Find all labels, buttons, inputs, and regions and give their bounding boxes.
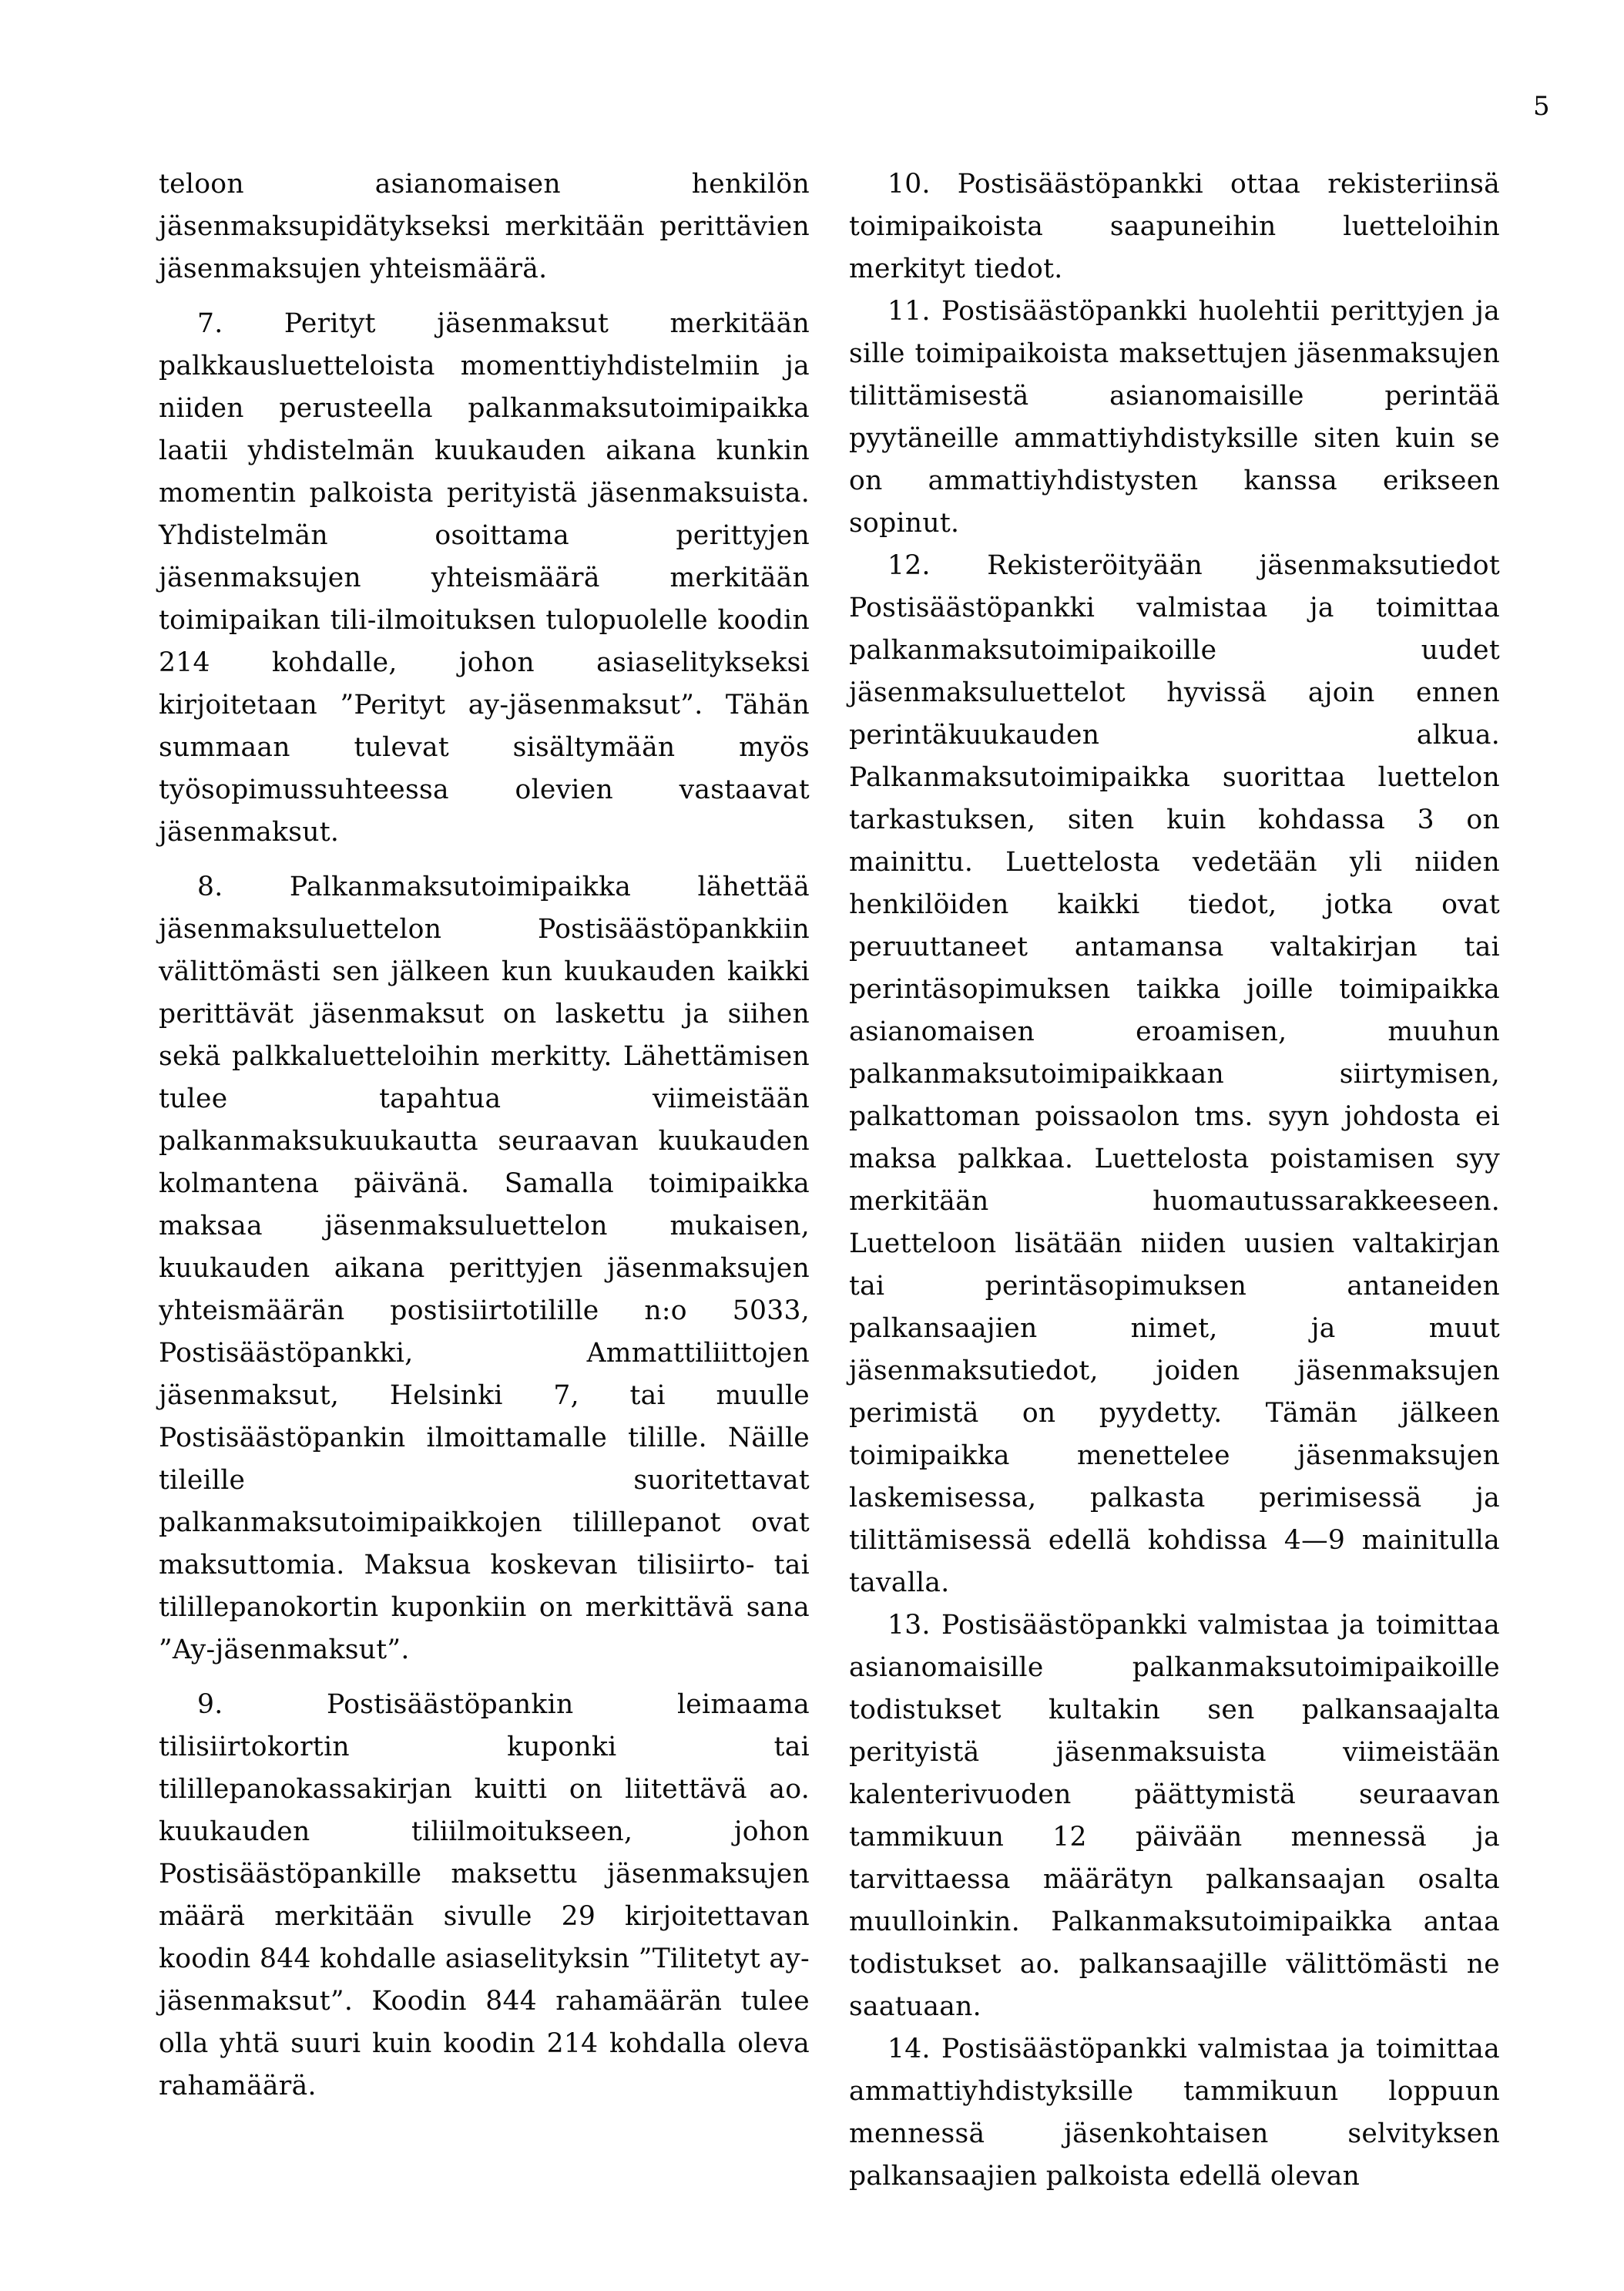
paragraph-10: 10. Postisäästöpankki ottaa rekisteriinsä toimipaikoista saapuneihin luetteloihin merkityt tiedot. — [849, 169, 1500, 284]
left-column — [159, 163, 810, 2108]
paragraph-11: 11. Postisäästöpankki huolehtii perittyjen ja sille toimipaikoista maksettujen jäsenmaksujen tilittämisestä asianomaisille perintää pyytäneille ammattiyhdistyksille siten kuin se on ammattiyhdistysten kanssa erikseen sopinut. — [849, 296, 1500, 539]
paragraph-continuation: teloon asianomaisen henkilön jäsenmaksupidätykseksi merkitään perittävien jäsenmaksujen yhteismäärä. — [159, 169, 810, 284]
paragraph-12: 12. Rekisteröityään jäsenmaksutiedot Postisäästöpankki valmistaa ja toimittaa palkanmaksutoimipaikoille uudet jäsenmaksuluettelot hyvissä ajoin ennen perintäkuukauden alkua. Palkanmaksutoimipaikka suorittaa luettelon tarkastuksen, siten kuin kohdassa 3 on mainittu. Luettelosta vedetään yli niiden henkilöiden kaikki tiedot, jotka ovat peruuttaneet antamansa valtakirjan tai perintäsopimuksen taikka joille toimipaikka asianomaisen eroamisen, muuhun palkanmaksutoimipaikkaan siirtymisen, palkattoman poissaolon tms. syyn johdosta ei maksa palkkaa. Luettelosta poistamisen syy merkitään huomautussarakkeeseen. Luetteloon lisätään niiden uusien valtakirjan tai perintäsopimuksen antaneiden palkansaajien nimet, ja muut jäsenmaksutiedot, joiden jäsenmaksujen perimistä on pyydetty. Tämän jälkeen toimipaikka menettelee jäsenmaksujen laskemisessa, palkasta perimisessä ja tilittämisessä edellä kohdissa 4—9 mainitulla tavalla. — [849, 550, 1500, 1598]
page-number: 5 — [1533, 91, 1550, 122]
paragraph-7: 7. Perityt jäsenmaksut merkitään palkkausluetteloista momenttiyhdistelmiin ja niiden perusteella palkanmaksutoimipaikka laatii yhdistelmän kuukauden aikana kunkin momentin palkoista perityistä jäsenmaksuista. Yhdistelmän osoittama perittyjen jäsenmaksujen yhteismäärä merkitään toimipaikan tili-ilmoituksen tulopuolelle koodin 214 kohdalle, johon asiaselitykseksi kirjoitetaan ”Perityt ay-jäsenmaksut”. Tähän summaan tulevat sisältymään myös työsopimussuhteessa olevien vastaavat jäsenmaksut. — [159, 308, 810, 848]
right-column — [849, 163, 1500, 2198]
paragraph-13: 13. Postisäästöpankki valmistaa ja toimittaa asianomaisille palkanmaksutoimipaikoille todistukset kultakin sen palkansaajalta perityistä jäsenmaksuista viimeistään kalenterivuoden päättymistä seuraavan tammikuun 12 päivään mennessä ja tarvittaessa määrätyn palkansaajan osalta muulloinkin. Palkanmaksutoimipaikka antaa todistukset ao. palkansaajille välittömästi ne saatuaan. — [849, 1610, 1500, 2022]
paragraph-14: 14. Postisäästöpankki valmistaa ja toimittaa ammattiyhdistyksille tammikuun loppuun mennessä jäsenkohtaisen selvityksen palkansaajien palkoista edellä olevan — [849, 2034, 1500, 2192]
paragraph-8: 8. Palkanmaksutoimipaikka lähettää jäsenmaksuluettelon Postisäästöpankkiin välittömästi sen jälkeen kun kuukauden kaikki perittävät jäsenmaksut on laskettu ja siihen sekä palkkaluetteloihin merkitty. Lähettämisen tulee tapahtua viimeistään palkanmaksukuukautta seuraavan kuukauden kolmantena päivänä. Samalla toimipaikka maksaa jäsenmaksuluettelon mukaisen, kuukauden aikana perittyjen jäsenmaksujen yhteismäärän postisiirtotilille n:o 5033, Postisäästöpankki, Ammattiliittojen jäsenmaksut, Helsinki 7, tai muulle Postisäästöpankin ilmoittamalle tilille. Näille tileille suoritettavat palkanmaksutoimipaikkojen tilillepanot ovat maksuttomia. Maksua koskevan tilisiirto- tai tilillepanokortin kuponkiin on merkittävä sana ”Ay-jäsenmaksut”. — [159, 872, 810, 1665]
paragraph-9: 9. Postisäästöpankin leimaama tilisiirtokortin kuponki tai tilillepanokassakirjan kuitti on liitettävä ao. kuukauden tiliilmoitukseen, johon Postisäästöpankille maksettu jäsenmaksujen määrä merkitään sivulle 29 kirjoitettavan koodin 844 kohdalle asiaselityksin ”Tilitetyt ay-jäsenmaksut”. Koodin 844 rahamäärän tulee olla yhtä suuri kuin koodin 214 kohdalla oleva rahamäärä. — [159, 1689, 810, 2101]
